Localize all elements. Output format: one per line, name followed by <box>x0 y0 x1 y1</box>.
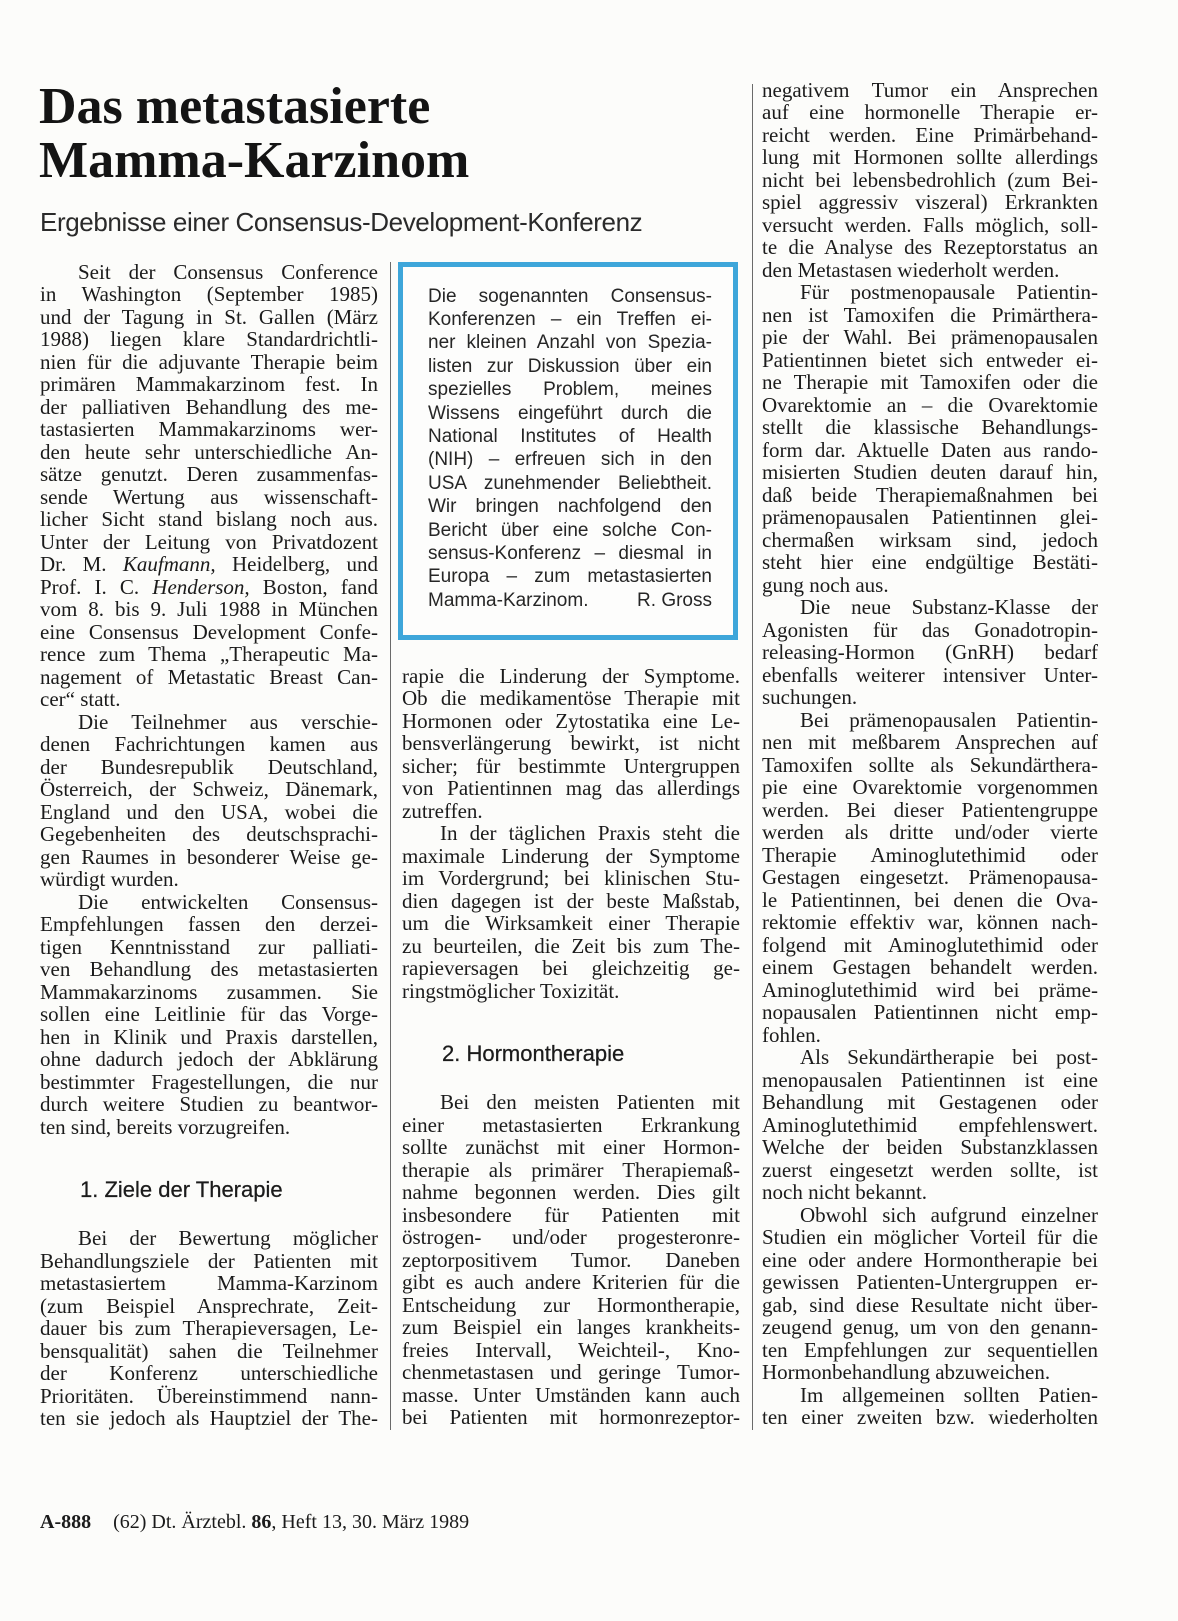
journal-reference-text: (62) Dt. Ärztebl. <box>113 1511 247 1533</box>
text-line: ringstmöglicher Toxizität. <box>402 978 620 1003</box>
text-line: zeptorpositivem Tumor. Daneben <box>402 1247 740 1272</box>
text-line: maximale Linderung der Symptome <box>402 843 740 868</box>
text-line: masse. Unter Umständen kann auch <box>402 1382 740 1407</box>
text-line: Therapie Aminoglutethimid oder <box>762 842 1098 867</box>
text-line: le Patientinnen, bei denen die Ova- <box>762 887 1098 912</box>
text-line: Gestagen eingesetzt. Prämenopausa- <box>762 865 1098 890</box>
text-line: Hormonbehandlung abzuweichen. <box>762 1360 1051 1385</box>
text-line: rapie die Linderung der Symptome. <box>402 663 740 688</box>
text-line: Empfehlungen fassen den derzei- <box>40 912 378 937</box>
editor-note-last-text: Mamma-Karzinom. <box>428 589 589 611</box>
text-line: misierten Studien deuten darauf hin, <box>762 460 1098 485</box>
text-line <box>40 576 378 599</box>
text-line: pie der Wahl. Bei prämenopausalen <box>762 325 1098 350</box>
text-line: England und den USA, wobei die <box>40 799 378 824</box>
editor-note-line: Wir bringen nachfolgend den <box>428 496 712 518</box>
text-line: der Konferenz unterschiedliche <box>40 1361 378 1386</box>
text-line: tastasierten Mammakarzinoms wer- <box>40 417 378 442</box>
text-line: nien für die adjuvante Therapie beim <box>40 349 378 374</box>
text-line <box>40 553 378 576</box>
paragraph <box>762 596 1098 709</box>
editor-note-line: Wissens eingeführt durch die <box>428 402 712 424</box>
text-line: rapieversagen bei gleichzeitig ge- <box>402 956 740 981</box>
text-line: te die Analyse des Rezeptorstatus an <box>762 235 1098 260</box>
text-line: primären Mammakarzinom fest. In <box>40 372 378 397</box>
editor-note-final-line <box>428 589 712 612</box>
paragraph <box>402 1091 740 1429</box>
text-line: folgend mit Aminoglutethimid oder <box>762 932 1098 957</box>
text-line: Tamoxifen sollte als Sekundärthera- <box>762 752 1098 777</box>
text-line: (zum Beispiel Ansprechrate, Zeit- <box>40 1293 378 1318</box>
text-line: Die Teilnehmer aus verschie- <box>78 709 378 734</box>
text-line: Im allgemeinen sollten Patien- <box>800 1382 1098 1407</box>
text-line: Als Sekundärtherapie bei post- <box>800 1045 1098 1070</box>
text-line: Obwohl sich aufgrund einzelner <box>800 1202 1098 1227</box>
text-line: dien dagegen ist der beste Maßstab, <box>402 888 740 913</box>
text-line: den Metastasen wiederholt werden. <box>762 257 1060 282</box>
text-line: den heute sehr unterschiedliche An- <box>40 439 378 464</box>
text-line: licher Sicht stand bislang noch aus. <box>40 507 378 532</box>
text-line: ten Empfehlungen zur sequentiellen <box>762 1337 1098 1362</box>
text-line: bensqualität) sahen die Teilnehmer <box>40 1338 378 1363</box>
text-run: Dr. M. <box>40 552 123 577</box>
text-line: nahme begonnen werden. Dies gilt <box>402 1180 740 1205</box>
text-line: der palliativen Behandlung des me- <box>40 394 378 419</box>
editor-note-line: spezielles Problem, meines <box>428 379 712 401</box>
text-line: zuerst eingesetzt werden sollte, ist <box>762 1157 1098 1182</box>
text-column-3 <box>762 79 1098 1429</box>
text-line: einer metastasierten Erkrankung <box>402 1112 740 1137</box>
editor-note-line: Konferenzen – ein Treffen ei- <box>428 309 712 331</box>
text-line: daß beide Therapiemaßnahmen bei <box>762 482 1098 507</box>
text-line: rektomie effektiv war, können nach- <box>762 910 1098 935</box>
text-line: nen mit meßbarem Ansprechen auf <box>762 730 1098 755</box>
text-line: einem Gestagen behandelt werden. <box>762 955 1098 980</box>
section-heading: 1. Ziele der Therapie <box>80 1177 283 1203</box>
paragraph <box>40 1227 378 1430</box>
text-line: Bei prämenopausalen Patientin- <box>800 707 1098 732</box>
text-line: gen Raumes in besonderer Weise ge- <box>40 844 378 869</box>
text-line: werden. Bei dieser Patientengruppe <box>762 797 1098 822</box>
text-line: negativem Tumor ein Ansprechen <box>762 77 1098 102</box>
editor-note-line: Bericht über eine solche Con- <box>428 519 712 541</box>
text-line: durch weitere Studien zu beantwor- <box>40 1092 378 1117</box>
editor-note-box <box>398 262 738 640</box>
text-line: ven Behandlung des metastasierten <box>40 957 378 982</box>
paragraph <box>402 822 740 1002</box>
paragraph <box>40 711 378 891</box>
text-line: zutreffen. <box>402 798 483 823</box>
text-line: reicht werden. Eine Primärbehand- <box>762 122 1098 147</box>
text-line: ebenfalls weiterer intensiver Unter- <box>762 662 1098 687</box>
text-line: zum Beispiel ein langes krankheits- <box>402 1315 740 1340</box>
text-line: von Patientinnen mag das allerdings <box>402 776 740 801</box>
text-line: freies Intervall, Weichteil-, Kno- <box>402 1337 740 1362</box>
text-line: zeugend genug, um von den genann- <box>762 1315 1098 1340</box>
text-line: releasing-Hormon (GnRH) bedarf <box>762 640 1098 665</box>
text-column-2 <box>402 665 740 1429</box>
text-line: Ob die medikamentöse Therapie mit <box>402 686 740 711</box>
text-line: sätze genutzt. Deren zusammenfas- <box>40 462 378 487</box>
text-column-1 <box>40 261 378 1430</box>
editor-note-text <box>428 285 712 612</box>
text-line: noch nicht bekannt. <box>762 1180 928 1205</box>
text-line: nicht bei lebensbedrohlich (zum Bei- <box>762 167 1098 192</box>
text-run: Prof. I. C. <box>40 574 153 599</box>
text-run: Boston, fand <box>249 574 379 599</box>
text-line: rence zum Thema „Therapeutic Ma- <box>40 642 378 667</box>
text-line: suchungen. <box>762 685 858 710</box>
text-line: tigen Kenntnisstand zur palliati- <box>40 934 378 959</box>
text-line: nagement of Metastatic Breast Can- <box>40 664 378 689</box>
text-line: Prioritäten. Übereinstimmend nann- <box>40 1383 378 1408</box>
journal-volume: 86 <box>251 1511 272 1533</box>
text-line: Bei den meisten Patienten mit <box>440 1090 740 1115</box>
editor-note-line: listen zur Diskussion über ein <box>428 355 712 377</box>
article-title <box>39 80 469 188</box>
editor-note-line: USA zunehmender Beliebtheit. <box>428 472 712 494</box>
text-line: Mammakarzinoms zusammen. Sie <box>40 979 378 1004</box>
paragraph <box>762 79 1098 282</box>
text-line: steht hier eine endgültige Bestäti- <box>762 550 1098 575</box>
text-line: therapie als primärer Therapiemaß- <box>402 1157 740 1182</box>
text-line: prämenopausalen Patientinnen glei- <box>762 505 1098 530</box>
text-line: insbesondere für Patienten mit <box>402 1202 740 1227</box>
text-line: dauer bis zum Therapieversagen, Le- <box>40 1316 378 1341</box>
text-line: pie eine Ovarektomie vorgenommen <box>762 775 1098 800</box>
text-line: Unter der Leitung von Privatdozent <box>40 529 378 554</box>
text-line: Behandlungsziele der Patienten mit <box>40 1248 378 1273</box>
page-footer <box>40 1508 469 1536</box>
paragraph <box>402 665 740 823</box>
text-line: werden als dritte und/oder vierte <box>762 820 1098 845</box>
editor-signature: R. Gross <box>637 589 712 611</box>
text-line: Studien ein möglicher Vorteil für die <box>762 1225 1098 1250</box>
text-line: der Bundesrepublik Deutschland, <box>40 754 378 779</box>
article-title-line: Das metastasierte <box>39 78 431 135</box>
text-line: menopausalen Patientinnen ist eine <box>762 1067 1098 1092</box>
text-line: cer“ statt. <box>40 687 121 712</box>
text-line: form dar. Aktuelle Daten aus rando- <box>762 437 1098 462</box>
text-line: Hormonen oder Zytostatika eine Le- <box>402 708 740 733</box>
editor-note-line: Die sogenannten Consensus- <box>428 285 712 307</box>
text-line: nopausalen Patientinnen nicht emp- <box>762 1000 1098 1025</box>
text-line: 1988) liegen klare Standardrichtli- <box>40 327 378 352</box>
journal-reference <box>113 1511 469 1533</box>
emphasized-name: Kaufmann, <box>122 552 216 577</box>
text-line: um die Wirksamkeit einer Therapie <box>402 911 740 936</box>
text-line: Patientinnen bietet sich entweder ei- <box>762 347 1098 372</box>
text-line: gung noch aus. <box>762 572 889 597</box>
text-line: in Washington (September 1985) <box>40 282 378 307</box>
editor-note-line: Europa – zum metastasierten <box>428 566 712 588</box>
text-line: Aminoglutethimid empfehlenswert. <box>762 1112 1098 1137</box>
text-line: Aminoglutethimid wird bei präme- <box>762 977 1098 1002</box>
text-line: eine oder andere Hormontherapie bei <box>762 1247 1098 1272</box>
text-line: Bei der Bewertung möglicher <box>78 1226 378 1251</box>
text-line: bestimmter Fragestellungen, die nur <box>40 1069 378 1094</box>
text-line: Für postmenopausale Patientin- <box>800 280 1098 305</box>
paragraph <box>762 1384 1098 1429</box>
text-line: In der täglichen Praxis steht die <box>440 821 740 846</box>
text-line: sollte zunächst mit einer Hormon- <box>402 1135 740 1160</box>
text-line: Agonisten für das Gonadotropin- <box>762 617 1098 642</box>
text-line: ten sie jedoch als Hauptziel der The- <box>40 1406 378 1431</box>
text-line: Die neue Substanz-Klasse der <box>800 595 1098 620</box>
text-line: vom 8. bis 9. Juli 1988 in München <box>40 597 378 622</box>
section-heading: 2. Hormontherapie <box>442 1041 625 1067</box>
editor-note-line: National Institutes of Health <box>428 426 712 448</box>
text-line: zu beurteilen, die Zeit bis zum The- <box>402 933 740 958</box>
text-line: Gegebenheiten des deutschsprachi- <box>40 822 378 847</box>
text-line: Behandlung mit Gestagenen oder <box>762 1090 1098 1115</box>
text-line: Die entwickelten Consensus- <box>78 889 378 914</box>
text-line: versucht werden. Falls möglich, soll- <box>762 212 1098 237</box>
text-line: sicher; für bestimmte Untergruppen <box>402 753 740 778</box>
text-line: eine Consensus Development Confe- <box>40 619 378 644</box>
text-line: ten sind, bereits vorzugreifen. <box>40 1114 291 1139</box>
text-line: chermaßen wirksam sind, jedoch <box>762 527 1098 552</box>
text-line: sende Wertung aus wissenschaft- <box>40 484 378 509</box>
text-line: würdigt wurden. <box>40 867 179 892</box>
text-line: hen in Klinik und Praxis darstellen, <box>40 1024 378 1049</box>
text-line: und der Tagung in St. Gallen (März <box>40 304 378 329</box>
editor-note-line: ner kleinen Anzahl von Spezia- <box>428 332 712 354</box>
text-line: denen Fachrichtungen kamen aus <box>40 732 378 757</box>
text-line: Entscheidung zur Hormontherapie, <box>402 1292 740 1317</box>
text-line: östrogen- und/oder progesteronre- <box>402 1225 740 1250</box>
text-line: ohne dadurch jedoch der Abklärung <box>40 1047 378 1072</box>
text-line: sollen eine Leitlinie für das Vorge- <box>40 1002 378 1027</box>
text-line: ne Therapie mit Tamoxifen oder die <box>762 370 1098 395</box>
column-rule <box>752 84 753 1430</box>
text-line: gewissen Patienten-Untergruppen er- <box>762 1270 1098 1295</box>
paragraph <box>40 261 378 711</box>
text-run: Heidelberg, und <box>215 552 378 577</box>
emphasized-name: Henderson, <box>152 574 250 599</box>
text-line: fohlen. <box>762 1022 821 1047</box>
article-subtitle: Ergebnisse einer Consensus-Development-Konferenz <box>40 207 643 237</box>
editor-note-line: sensus-Konferenz – diesmal in <box>428 542 712 564</box>
paragraph <box>762 1204 1098 1384</box>
editor-note-line: (NIH) – erfreuen sich in den <box>428 449 712 471</box>
text-line: chenmetastasen und geringe Tumor- <box>402 1360 740 1385</box>
text-line: stellt die klassische Behandlungs- <box>762 415 1098 440</box>
text-line: nen ist Tamoxifen die Primärthera- <box>762 302 1098 327</box>
text-line: Welche der beiden Substanzklassen <box>762 1135 1098 1160</box>
text-line: ten einer zweiten bzw. wiederholten <box>762 1405 1098 1430</box>
text-line: bensverlängerung bewirkt, ist nicht <box>402 731 740 756</box>
text-line: spiel aggressiv viszeral) Erkrankten <box>762 190 1098 215</box>
paragraph <box>40 891 378 1139</box>
text-line: Österreich, der Schweiz, Dänemark, <box>40 777 378 802</box>
column-rule <box>390 262 391 1430</box>
paragraph <box>762 281 1098 596</box>
text-line: auf eine hormonelle Therapie er- <box>762 100 1098 125</box>
text-line: gibt es auch andere Kriterien für die <box>402 1270 740 1295</box>
text-line: Ovarektomie an – die Ovarektomie <box>762 392 1098 417</box>
paragraph <box>762 1046 1098 1204</box>
page-number: A-888 <box>40 1511 92 1533</box>
text-line: im Vordergrund; bei klinischen Stu- <box>402 866 740 891</box>
article-title-line: Mamma-Karzinom <box>39 132 470 189</box>
text-line: metastasiertem Mamma-Karzinom <box>40 1271 378 1296</box>
journal-issue-date: , Heft 13, 30. März 1989 <box>271 1511 470 1533</box>
text-line: Seit der Consensus Conference <box>78 259 378 284</box>
text-line: gab, sind diese Resultate nicht über- <box>762 1292 1098 1317</box>
text-line: lung mit Hormonen sollte allerdings <box>762 145 1098 170</box>
text-line: bei Patienten mit hormonrezeptor- <box>402 1405 740 1430</box>
paragraph <box>762 709 1098 1047</box>
